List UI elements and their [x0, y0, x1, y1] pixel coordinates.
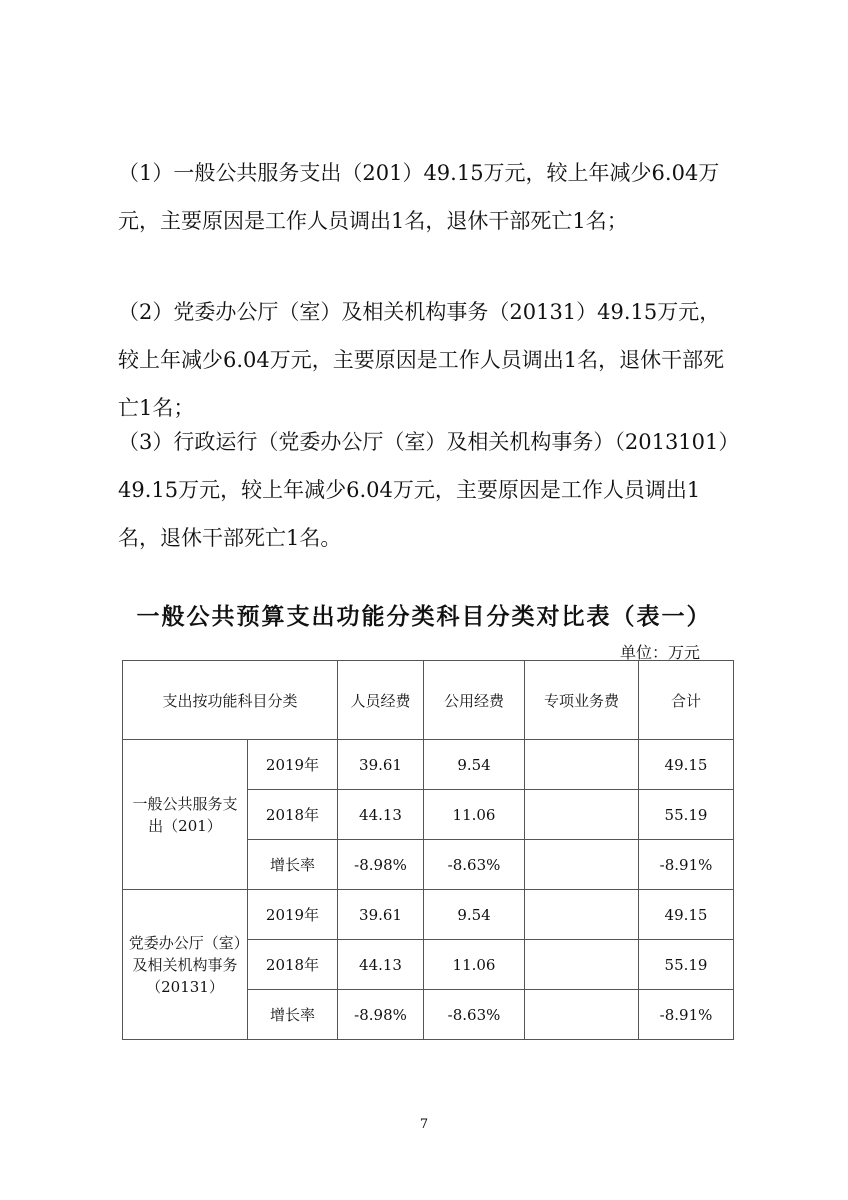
- personnel-cell: -8.98%: [338, 840, 424, 890]
- header-personnel: 人员经费: [338, 661, 424, 740]
- personnel-cell: -8.98%: [338, 990, 424, 1040]
- public-cell: 11.06: [424, 790, 525, 840]
- total-cell: -8.91%: [639, 990, 734, 1040]
- row-label: 2018年: [248, 940, 338, 990]
- special-cell: [525, 790, 639, 840]
- special-cell: [525, 840, 639, 890]
- table-unit: 单位：万元: [620, 643, 701, 662]
- public-cell: -8.63%: [424, 990, 525, 1040]
- header-total: 合计: [639, 661, 734, 740]
- row-label: 增长率: [248, 840, 338, 890]
- public-cell: 9.54: [424, 890, 525, 940]
- expenditure-comparison-table: [122, 660, 734, 1040]
- total-cell: 55.19: [639, 790, 734, 840]
- public-cell: 9.54: [424, 740, 525, 790]
- total-cell: 49.15: [639, 740, 734, 790]
- row-label: 增长率: [248, 990, 338, 1040]
- special-cell: [525, 890, 639, 940]
- total-cell: 55.19: [639, 940, 734, 990]
- special-cell: [525, 940, 639, 990]
- special-cell: [525, 990, 639, 1040]
- personnel-cell: 39.61: [338, 890, 424, 940]
- paragraph-administrative-operation: （3）行政运行（党委办公厅（室）及相关机构事务）（2013101）49.15万元，较上年减少6.04万元，主要原因是工作人员调出1名，退休干部死亡1名。: [118, 430, 729, 550]
- table-row: [123, 740, 734, 790]
- header-category: 支出按功能科目分类: [123, 661, 338, 740]
- category-cell: 党委办公厅（室）及相关机构事务（20131）: [123, 890, 248, 1040]
- personnel-cell: 39.61: [338, 740, 424, 790]
- row-label: 2019年: [248, 740, 338, 790]
- table-title: 一般公共预算支出功能分类科目分类对比表（表一）: [136, 603, 712, 630]
- paragraph-general-public-services: （1）一般公共服务支出（201）49.15万元，较上年减少6.04万元，主要原因是工作人员调出1名，退休干部死亡1名；: [118, 161, 720, 233]
- row-label: 2018年: [248, 790, 338, 840]
- total-cell: -8.91%: [639, 840, 734, 890]
- header-special: 专项业务费: [525, 661, 639, 740]
- public-cell: 11.06: [424, 940, 525, 990]
- header-public: 公用经费: [424, 661, 525, 740]
- row-label: 2019年: [248, 890, 338, 940]
- personnel-cell: 44.13: [338, 790, 424, 840]
- personnel-cell: 44.13: [338, 940, 424, 990]
- total-cell: 49.15: [639, 890, 734, 940]
- page-number: 7: [419, 1117, 429, 1132]
- table-header-row: [123, 661, 734, 740]
- paragraph-party-committee-office: （2）党委办公厅（室）及相关机构事务（20131）49.15万元，较上年减少6.04万元，主要原因是工作人员调出1名，退休干部死亡1名；: [118, 300, 725, 420]
- category-cell: 一般公共服务支出（201）: [123, 740, 248, 890]
- table-row: [123, 890, 734, 940]
- public-cell: -8.63%: [424, 840, 525, 890]
- special-cell: [525, 740, 639, 790]
